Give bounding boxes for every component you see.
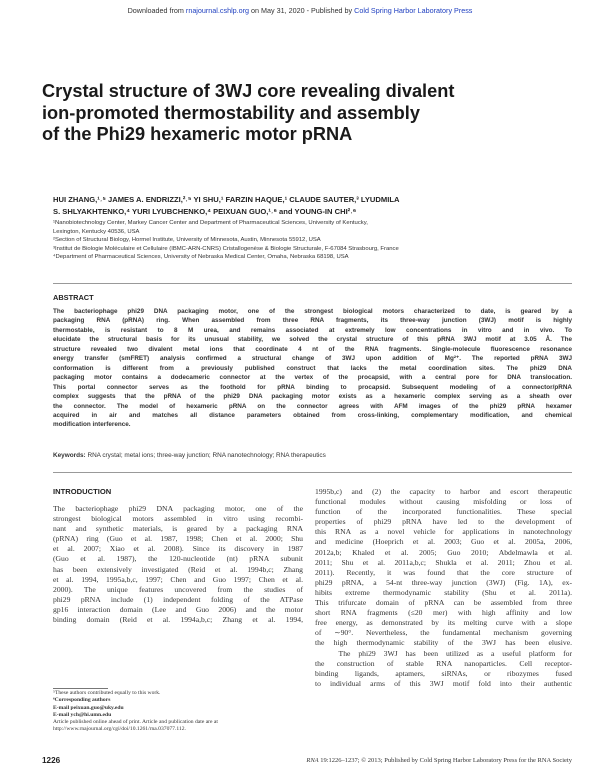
author-line: HUI ZHANG,¹˒⁵ JAMES A. ENDRIZZI,²˒⁵ YI SHU,¹ FARZIN HAQUE,¹ CLAUDE SAUTER,³ LYUDMILA [53, 195, 400, 204]
body-line: properties of phi29 pRNA have led to the development of [315, 517, 572, 527]
abstract-line: packaging motor contains a dodecameric connector at the vertex of the procapsid, with a central pore for DNA translocation. [53, 374, 572, 382]
body-line: short RNA fragments (≤20 mer) with high affinity and low [315, 608, 572, 618]
body-line: binding domain (Reid et al. 1994a,b,c; Zhang et al. 1994, [53, 615, 303, 625]
journal-name: RNA [306, 757, 319, 764]
abstract-line: elucidate the structural basis for its unusual stability, we solved the crystal structure of this pRNA 3WJ motif at 3.05 Å. The [53, 336, 572, 344]
citation-text: 19:1226–1237; © 2013; Published by Cold Spring Harbor Laboratory Press for the RNA Society [318, 757, 572, 764]
body-line: 2011; Shu et al. 2011a,b,c; Shukla et al. 2011; Zhou et al. [315, 557, 572, 567]
intro-left-column [53, 504, 303, 625]
title-line: ion-promoted thermostability and assembly [42, 102, 420, 123]
footer-citation [252, 757, 572, 764]
body-line: gp16 interaction domain (Lee and Guo 2006) and the motor [53, 604, 303, 614]
affiliation-line: ²Section of Structural Biology, Hormel Institute, University of Minnesota, Austin, Minnesota 55912, USA [53, 237, 321, 244]
body-line: 2011). Recently, it was found that the core structure of [315, 567, 572, 577]
body-line: binding ligands, aptamers, siRNAs, or ribozymes fused [315, 668, 572, 678]
abstract-line: This portal connector serves as the foothold for pRNA binding to procapsid. Subsequent modeling of a connector/pRNA [53, 383, 572, 391]
abstract-line: acquired in air and matches all distance parameters obtained from cross-linking, complementary modification, and chemical [53, 411, 572, 419]
affiliation-line: ¹Nanobiotechnology Center, Markey Cancer Center and Department of Pharmaceutical Sciences, University of Kentucky, [53, 220, 368, 226]
footnote-online: Article published online ahead of print. Article and publication date are at [53, 719, 218, 726]
banner-prefix: Downloaded from [127, 6, 186, 15]
affiliation-line: ³Institut de Biologie Moléculaire et Cellulaire (IBMC-ARN-CNRS) Cristallogenèse & Biologie Structurale, F-67084 Strasbourg, France [53, 245, 399, 252]
body-line: 1995b,c) and (2) the capacity to harbor and escort therapeutic [315, 487, 572, 496]
abstract-line: thermostable, is resistant to 8 M urea, and remains associated at extremely low concentrations in vitro and in vivo. To [53, 326, 572, 334]
abstract-line: complex suggests that the pRNA of the phi29 DNA packaging motor exists as a hexameric complex serving as a sheath over [53, 393, 572, 401]
publisher-link[interactable]: Cold Spring Harbor Laboratory Press [354, 6, 473, 15]
email-guo[interactable]: E-mail peixuan.guo@uky.edu [53, 704, 124, 711]
keywords-text: RNA crystal; metal ions; three-way junction; RNA nanotechnology; RNA therapeutics [85, 452, 326, 459]
body-line: strongest biological motors assembled in vitro using recombi- [53, 514, 303, 524]
keywords [53, 452, 572, 459]
author-list [53, 194, 573, 217]
abstract-body [53, 307, 572, 430]
article-title [42, 81, 512, 146]
title-line: Crystal structure of 3WJ core revealing divalent [42, 81, 455, 101]
body-line: hibits extreme thermodynamic stability (Shu et al. 2011a). [315, 587, 572, 597]
body-line: the high thermodynamic stability of the 3WJ has been elusive. [315, 638, 572, 648]
body-line: phi29 pRNA include (1) independent folding of the ATPase [53, 594, 303, 604]
intro-heading: INTRODUCTION [53, 487, 112, 496]
abstract-top-rule [53, 283, 572, 284]
body-line: (Guo et al. 1987), the 120-nucleotide (nt) pRNA subunit [53, 554, 303, 564]
abstract-line: the connector. The model of hexameric pRNA on the connector agrees with AFM images of the phi29 pRNA hexamer [53, 402, 572, 410]
affiliation-line: ⁴Department of Pharmaceutical Sciences, University of Nebraska Medical Center, Omaha, Nebraska 68198, USA [53, 254, 349, 261]
abstract-line: structure revealed two divalent metal ions that coordinate 4 nt of the RNA fragments. Single-molecule fluorescence resonance [53, 345, 572, 353]
banner-middle: on May 31, 2020 - Published by [249, 6, 355, 15]
body-line: 2012a,b; Khaled et al. 2005; Guo 2010; Abdelmawla et al. [315, 547, 572, 557]
body-line: (pRNA) ring (Guo et al. 1987, 1998; Chen et al. 2000; Shu [53, 534, 303, 544]
body-line: functional modules without causing misfolding or loss of [315, 497, 572, 507]
abstract-line: modification interference. [53, 421, 131, 429]
body-line: of ∼90°. Nevertheless, the fundamental mechanism governing [315, 628, 572, 638]
body-line: The bacteriophage phi29 DNA packaging motor, one of the [53, 504, 303, 513]
body-line: et al. 1994, 1995a,b,c, 1997; Chen and Guo 1997; Chen et al. [53, 574, 303, 584]
body-line: to individual arms of this 3WJ motif fold into their authentic [315, 678, 572, 688]
abstract-heading: ABSTRACT [53, 293, 94, 302]
footnote-rule [53, 688, 108, 689]
download-banner [0, 6, 600, 15]
body-line: and medicine (Hoeprich et al. 2003; Guo et al. 2005a, 2006, [315, 537, 572, 547]
body-line: nant and synthetic materials, is geared by a packaging RNA [53, 524, 303, 534]
footnotes [53, 690, 303, 734]
affiliation-line: Lexington, Kentucky 40536, USA [53, 228, 140, 235]
keywords-label: Keywords: [53, 452, 86, 459]
body-line: 2000). The unique features uncovered from the studies of [53, 584, 303, 594]
abstract-line: conformation is different from a previously published construct that lacks the metal coordination sites. The phi29 DNA [53, 364, 572, 372]
page-number: 1226 [42, 756, 61, 765]
body-line: phi29 pRNA, a 54-nt three-way junction (3WJ) (Fig. 1A), ex- [315, 577, 572, 587]
body-line: has been extensively investigated (Reid et al. 1994b,c; Zhang [53, 564, 303, 574]
author-line: S. SHLYAKHTENKO,⁴ YURI LYUBCHENKO,⁴ PEIXUAN GUO,¹˒⁶ and YOUNG-IN CHI²˒⁶ [53, 206, 357, 216]
abstract-line: energy transfer (smFRET) analysis confirmed a structural change of 3WJ upon addition of Mg²⁺. The reported pRNA 3WJ [53, 355, 572, 363]
body-line: The phi29 3WJ has been utilized as a useful platform for [315, 648, 572, 658]
journal-link[interactable]: rnajournal.cshlp.org [185, 6, 250, 15]
body-line: the construction of stable RNA nanoparticles. Cell receptor- [315, 658, 572, 668]
body-line: this RNA as a novel vehicle for applications in nanotechnology [315, 527, 572, 537]
intro-right-column [315, 487, 572, 689]
footnote-equal-contribution: ⁵These authors contributed equally to this work. [53, 690, 161, 696]
abstract-line: The bacteriophage phi29 DNA packaging motor, one of the strongest biological motors characterized to date, is geared by a [53, 308, 572, 315]
body-line: This trifurcate domain of pRNA can be assembled from three [315, 598, 572, 608]
affiliations [53, 219, 573, 262]
doi-link[interactable]: http://www.rnajournal.org/cgi/doi/10.1261/rna.037077.112. [53, 726, 186, 733]
title-line: of the Phi29 hexameric motor pRNA [42, 124, 353, 145]
body-line: et al. 2007; Xiao et al. 2008). Since its discovery in 1987 [53, 544, 303, 554]
abstract-line: packaging RNA (pRNA) ring. When assembled from three RNA fragments, its three-way junction (3WJ) motif is highly [53, 317, 572, 325]
body-line: function of the incorporated functionalities. These special [315, 507, 572, 517]
footnote-corresponding: ⁶Corresponding authors [53, 697, 111, 704]
intro-top-rule [53, 472, 572, 473]
email-chi[interactable]: E-mail ych@hi.umn.edu [53, 711, 112, 718]
body-line: free energy, as demonstrated by its melting curve with a slope [315, 618, 572, 628]
